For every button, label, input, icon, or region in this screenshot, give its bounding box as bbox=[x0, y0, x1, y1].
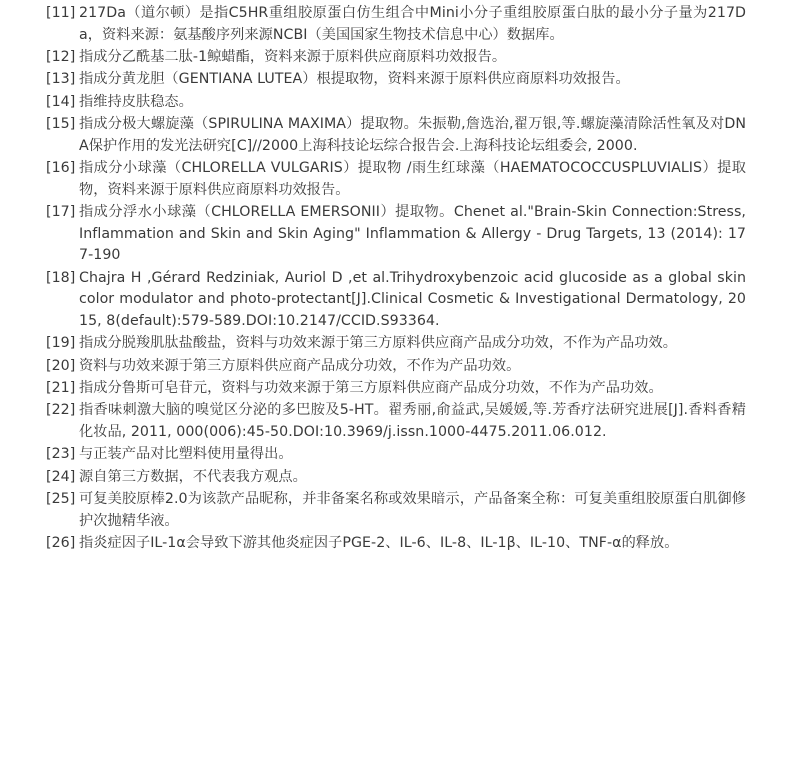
reference-item bbox=[46, 158, 746, 201]
reference-number: [18] bbox=[46, 269, 76, 286]
reference-text: 资料与功效来源于第三方原料供应商产品成分功效，不作为产品功效。 bbox=[79, 357, 521, 374]
reference-text: 指香味刺激大脑的嗅觉区分泌的多巴胺及5-HT。翟秀丽,俞益武,吴媛媛,等.芳香疗法研究进展[J].香料香精化妆品, 2011, 000(006):45-50.DOI:10.3969/j.issn.1000-4475.2011.06.012. bbox=[79, 402, 746, 441]
reference-text: 源自第三方数据，不代表我方观点。 bbox=[79, 468, 307, 485]
reference-item bbox=[46, 202, 746, 267]
reference-number: [23] bbox=[46, 446, 76, 463]
reference-text: 指成分浮水小球藻（CHLORELLA EMERSONII）提取物。Chenet al."Brain-Skin Connection:Stress, Inflammation and Skin and Skin Aging" Inflammation & Allergy - Drug Targets, 13 (2014): 177-190 bbox=[79, 204, 746, 264]
reference-text: 指成分黄龙胆（GENTIANA LUTEA）根提取物，资料来源于原料供应商原料功效报告。 bbox=[79, 71, 630, 88]
reference-number: [24] bbox=[46, 468, 76, 485]
reference-item bbox=[46, 400, 746, 443]
reference-item bbox=[46, 47, 746, 69]
reference-number: [17] bbox=[46, 204, 76, 221]
reference-text: 指成分小球藻（CHLORELLA VULGARIS）提取物 /雨生红球藻（HAEMATOCOCCUSPLUVIALIS）提取物，资料来源于原料供应商原料功效报告。 bbox=[79, 160, 746, 198]
reference-text: 指成分鲁斯可皂苷元，资料与功效来源于第三方原料供应商产品成分功效，不作为产品功效。 bbox=[79, 380, 663, 397]
reference-number: [25] bbox=[46, 491, 76, 508]
reference-item bbox=[46, 489, 746, 532]
reference-number: [12] bbox=[46, 48, 76, 65]
reference-item bbox=[46, 114, 746, 157]
reference-text: 与正装产品对比塑料使用量得出。 bbox=[79, 446, 293, 463]
reference-item bbox=[46, 69, 746, 91]
reference-number: [16] bbox=[46, 160, 76, 177]
reference-number: [21] bbox=[46, 380, 76, 397]
reference-number: [13] bbox=[46, 71, 76, 88]
reference-item bbox=[46, 444, 746, 466]
reference-list bbox=[46, 3, 746, 556]
reference-number: [19] bbox=[46, 335, 76, 352]
reference-number: [11] bbox=[46, 5, 76, 21]
reference-item bbox=[46, 3, 746, 46]
reference-item bbox=[46, 533, 746, 555]
reference-number: [26] bbox=[46, 535, 76, 552]
reference-number: [22] bbox=[46, 402, 76, 419]
reference-number: [20] bbox=[46, 357, 76, 374]
reference-text: 217Da（道尔顿）是指C5HR重组胶原蛋白仿生组合中Mini小分子重组胶原蛋白肽的最小分子量为217Da，资料来源：氨基酸序列来源NCBI（美国国家生物技术信息中心）数据库。 bbox=[79, 5, 746, 43]
reference-text: Chajra H ,Gérard Redziniak, Auriol D ,et al.Trihydroxybenzoic acid glucoside as a global skin color modulator and photo-protectant[J].Clinical Cosmetic & Investigational Dermatology, 2015, 8(default):579-589.DOI:10.2147/CCID.S93364. bbox=[79, 269, 746, 329]
reference-text: 指成分极大螺旋藻（SPIRULINA MAXIMA）提取物。朱振勒,詹选治,翟万银,等.螺旋藻清除活性氧及对DNA保护作用的发光法研究[C]//2000上海科技论坛综合报告会.上海科技论坛组委会, 2000. bbox=[79, 116, 746, 154]
reference-item bbox=[46, 333, 746, 355]
reference-item bbox=[46, 356, 746, 378]
reference-item bbox=[46, 92, 746, 114]
reference-number: [14] bbox=[46, 93, 76, 110]
reference-item bbox=[46, 467, 746, 489]
reference-text: 指成分乙酰基二肽-1鲸蜡酯，资料来源于原料供应商原料功效报告。 bbox=[79, 48, 507, 65]
reference-text: 指成分脱羧肌肽盐酸盐，资料与功效来源于第三方原料供应商产品成分功效，不作为产品功效。 bbox=[79, 335, 677, 352]
reference-item bbox=[46, 268, 746, 333]
reference-text: 可复美胶原棒2.0为该款产品昵称，并非备案名称或效果暗示，产品备案全称：可复美重组胶原蛋白肌御修护次抛精华液。 bbox=[79, 491, 746, 529]
reference-text: 指炎症因子IL-1α会导致下游其他炎症因子PGE-2、IL-6、IL-8、IL-1β、IL-10、TNF-α的释放。 bbox=[79, 535, 679, 552]
reference-item bbox=[46, 378, 746, 400]
reference-text: 指维持皮肤稳态。 bbox=[79, 93, 193, 110]
reference-number: [15] bbox=[46, 116, 76, 133]
